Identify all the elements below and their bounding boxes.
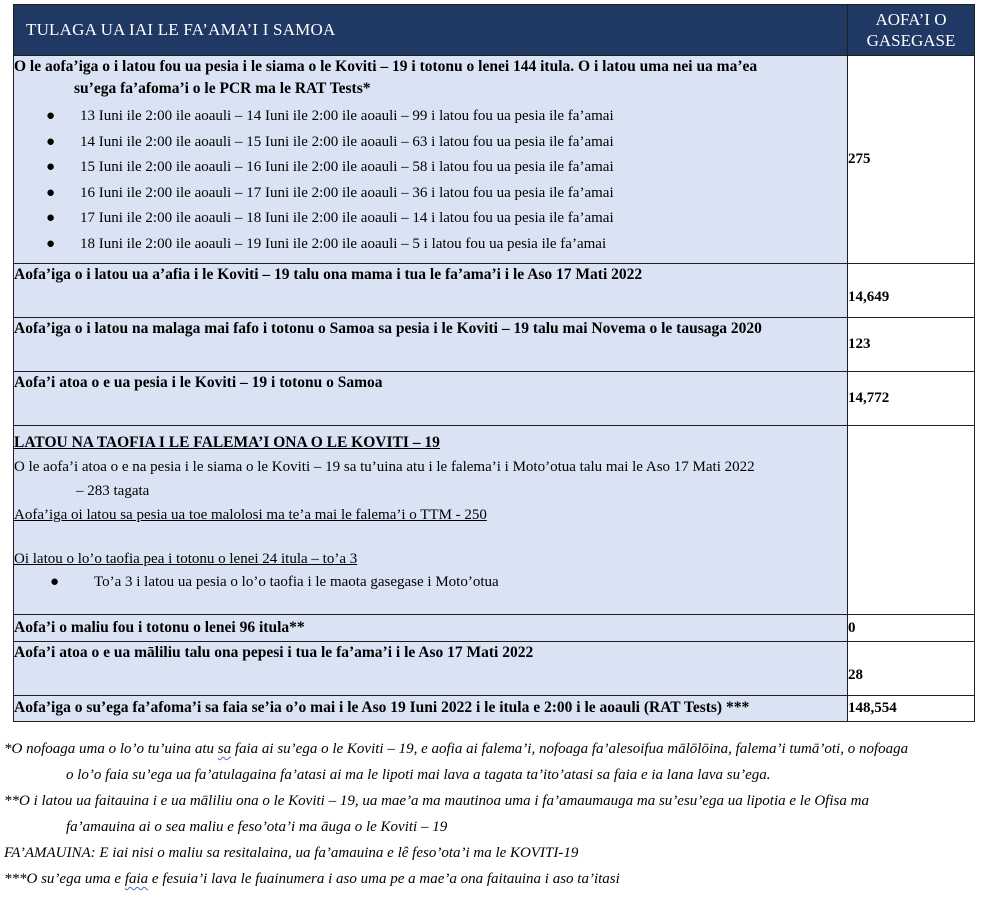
table-row-total-cases xyxy=(14,372,975,426)
footnote-3: ***O su’ega uma e faia e fesuia’i lava le fuainumera i aso uma pe a mae’a ona faitauina i aso ta’itasi xyxy=(4,871,620,887)
table-title: TULAGA UA IAI LE FA’AMA’I I SAMOA xyxy=(14,5,848,56)
new-deaths-value: 0 xyxy=(848,615,975,642)
count-header-line2: GASEGASE xyxy=(866,31,956,50)
community-cases-description xyxy=(14,264,848,318)
footnote-note: FA’AMAUINA: E iai nisi o maliu sa resitalaina, ua fa’amauina e lê feso’ota’i ma le KOVITI-19 xyxy=(4,845,579,861)
hospitalised-current: Oi latou o lo’o taofia pea i totonu o lenei 24 itula – to’a 3 xyxy=(14,551,358,567)
footnote-2-continued: fa’amauina ai o sea maliu e feso’ota’i ma āuga o le Koviti – 19 xyxy=(66,819,448,835)
tests-text: Aofa’iga o su’ega fa’afoma’i sa faia se’ia o’o mai i le Aso 19 Iuni 2022 i le itula e 2:00 i le aoauli (RAT Tests) *** xyxy=(14,699,750,716)
table-row-border-cases xyxy=(14,318,975,372)
hospitalised-description xyxy=(14,426,848,615)
border-cases-text: Aofa’iga o i latou na malaga mai fafo i totonu o Samoa sa pesia i le Koviti – 19 talu mai Novema o le tausaga 2020 xyxy=(14,320,762,337)
count-header-line1: AOFA’I O xyxy=(875,10,947,29)
covid-status-table xyxy=(13,4,975,722)
list-item: ● 18 Iuni ile 2:00 ile aoauli – 19 Iuni ile 2:00 ile aoauli – 5 i latou fou ua pesia ile fa’amai xyxy=(46,235,607,252)
new-cases-text-line2: su’ega fa’afoma’i o le PCR ma le RAT Tests* xyxy=(74,80,371,97)
new-cases-text-line1: O le aofa’iga o i latou fou ua pesia i le siama o le Koviti – 19 i totonu o lenei 144 itula. O i latou uma nei ua ma’ea xyxy=(14,58,758,75)
hospitalised-line2: – 283 tagata xyxy=(76,483,150,499)
new-cases-daily-list xyxy=(14,104,847,257)
hospitalised-value xyxy=(848,426,975,615)
list-item: ● 14 Iuni ile 2:00 ile aoauli – 15 Iuni ile 2:00 ile aoauli – 63 i latou fou ua pesia ile fa’amai xyxy=(46,133,614,150)
footnote-1-continued: o lo’o faia su’ega ua fa’atulagaina fa’atasi ai ma le lipoti mai lava a tagata ta’ito’atasi sa faia e ia lana lava su’ega. xyxy=(66,767,771,783)
count-column-header xyxy=(848,5,975,56)
table-header-row xyxy=(14,5,975,56)
table-row-new-cases xyxy=(14,56,975,264)
hospitalised-list xyxy=(14,570,847,596)
table-row-total-deaths xyxy=(14,642,975,696)
new-deaths-text: Aofa’i o maliu fou i totonu o lenei 96 itula** xyxy=(14,619,305,636)
total-cases-value: 14,772 xyxy=(848,372,975,426)
total-deaths-text: Aofa’i atoa o e ua māliliu talu ona pepesi i tua le fa’ama’i i le Aso 17 Mati 2022 xyxy=(14,644,534,661)
table-row-community-cases xyxy=(14,264,975,318)
list-item: ● 16 Iuni ile 2:00 ile aoauli – 17 Iuni ile 2:00 ile aoauli – 36 i latou fou ua pesia ile fa’amai xyxy=(46,184,614,201)
total-cases-description xyxy=(14,372,848,426)
total-deaths-description xyxy=(14,642,848,696)
tests-description xyxy=(14,696,848,722)
border-cases-description xyxy=(14,318,848,372)
new-deaths-description xyxy=(14,615,848,642)
new-cases-value: 275 xyxy=(848,56,975,264)
total-cases-text: Aofa’i atoa o e ua pesia i le Koviti – 19 i totonu o Samoa xyxy=(14,374,383,391)
table-row-hospitalised xyxy=(14,426,975,615)
footnotes xyxy=(4,736,979,892)
list-item: ● To’a 3 i latou ua pesia o lo’o taofia i le maota gasegase i Moto’otua xyxy=(50,574,499,590)
border-cases-value: 123 xyxy=(848,318,975,372)
table-row-new-deaths xyxy=(14,615,975,642)
footnote-1: *O nofoaga uma o lo’o tu’uina atu sa faia ai su’ega o le Koviti – 19, e aofia ai falema’i, nofoaga fa’alesoifua mālōlōina, falema’i tumā’oti, o nofoaga xyxy=(4,741,909,757)
hospitalised-heading: LATOU NA TAOFIA I LE FALEMA’I ONA O LE KOVITI – 19 xyxy=(14,434,440,451)
tests-value: 148,554 xyxy=(848,696,975,722)
hospitalised-line1: O le aofa’i atoa o e na pesia i le siama o le Koviti – 19 sa tu’uina atu i le falema’i i Moto’otua talu mai le Aso 17 Mati 2022 xyxy=(14,459,755,475)
list-item: ● 17 Iuni ile 2:00 ile aoauli – 18 Iuni ile 2:00 ile aoauli – 14 i latou fou ua pesia ile fa’amai xyxy=(46,210,614,226)
total-deaths-value: 28 xyxy=(848,642,975,696)
list-item: ● 15 Iuni ile 2:00 ile aoauli – 16 Iuni ile 2:00 ile aoauli – 58 i latou fou ua pesia ile fa’amai xyxy=(46,159,614,175)
footnote-2: **O i latou ua faitauina i e ua māliliu ona o le Koviti – 19, ua mae’a ma mautinoa uma i fa’amaumauga ma su’esu’ega ua lipotia e le Ofisa ma xyxy=(4,793,869,809)
community-cases-value: 14,649 xyxy=(848,264,975,318)
list-item: ● 13 Iuni ile 2:00 ile aoauli – 14 Iuni ile 2:00 ile aoauli – 99 i latou fou ua pesia ile fa’amai xyxy=(46,108,614,124)
hospitalised-recovered: Aofa’iga oi latou sa pesia ua toe malolosi ma te’a mai le falema’i o TTM - 250 xyxy=(14,507,487,523)
community-cases-text: Aofa’iga o i latou ua a’afia i le Koviti – 19 talu ona mama i tua le fa’ama’i i le Aso 17 Mati 2022 xyxy=(14,266,643,283)
table-row-tests xyxy=(14,696,975,722)
new-cases-description xyxy=(14,56,848,264)
